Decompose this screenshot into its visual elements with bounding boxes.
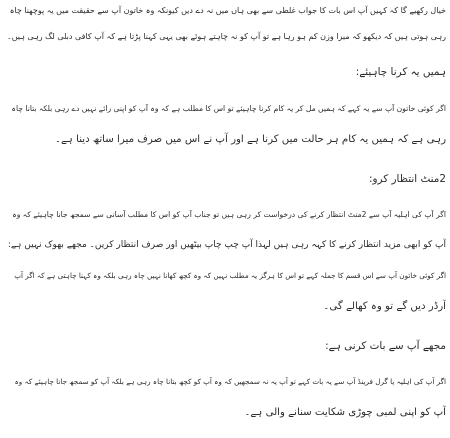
paragraph-line: آپ کو اپنی لمبی چوڑی شکایت سنانے والی ہے۔ [244,407,446,418]
section-heading: 2منٹ انتظار کرو: [369,173,446,185]
paragraph-line: رہی ہوتی ہیں کہ دیکھو کہ میرا وزن کم ہو رہا ہے تو آپ کو نہ چاہتے ہوئے بھی یہی کہنا پڑتا ہے کہ آپ کافی دبلی لگ رہی ہیں۔ [7,32,446,41]
paragraph-line: رہی ہے کہ ہمیں یہ کام ہر حالت میں کرنا ہے اور آپ نے اس میں صرف میرا ساتھ دینا ہے۔ [54,134,446,145]
paragraph-line: خیال رکھیے گا کہ کہیں آپ اس بات کا جواب غلطی سے بھی ہاں میں نہ دے دیں کیونکہ وہ خاتون آپ سے حقیقت میں یہ پوچھنا چاہ [9,6,446,15]
paragraph-line: اگر آپ کی اہلیہ آپ سے 2منٹ انتظار کرنے کی درخواست کر رہی ہیں تو جناب آپ کو اس کا مطلب آسانی سے سمجھ جانا چاہیئے کہ وہ [12,210,446,219]
paragraph-line: اگر کوئی خاتون آپ سے اس قسم کا جملہ کہے تو اس کا ہرگز یہ مطلب نہیں کہ وہ کچھ کھانا نہیں چاہ رہی بلکہ وہ کہنا چاہتی ہے کہ اگر آپ [14,271,446,280]
section-heading: مجھے آپ سے بات کرنی ہے: [325,340,446,352]
paragraph-line: اگر کوئی خاتون آپ سے یہ کہے کہ ہمیں مل کر یہ کام کرنا چاہیئے تو اس کا مطلب ہے کہ وہ آپ کو اپنی رائے نہیں دے رہی بلکہ بتانا چاہ [11,104,446,113]
paragraph-line: آپ کو ابھی مزید انتظار کرنے کا کہہ رہی ہیں لہذا آپ چپ چاپ بیٹھیں اور صرف انتظار کریں۔ مجھے بھوک نہیں ہے: [7,240,446,250]
paragraph-line: آرڈر دیں گے تو وہ کھالے گی۔ [323,301,446,312]
paragraph-line: اگر آپ کی اہلیہ یا گرل فرینڈ آپ سے یہ بات کہے تو آپ یہ نہ سمجھیں کہ وہ آپ کو کچھ بتانا چاہ رہی ہے بلکہ آپ کو سمجھ جانا چاہیئے کہ وہ [14,377,446,386]
section-heading: ہمیں یہ کرنا چاہیئے: [355,66,446,78]
